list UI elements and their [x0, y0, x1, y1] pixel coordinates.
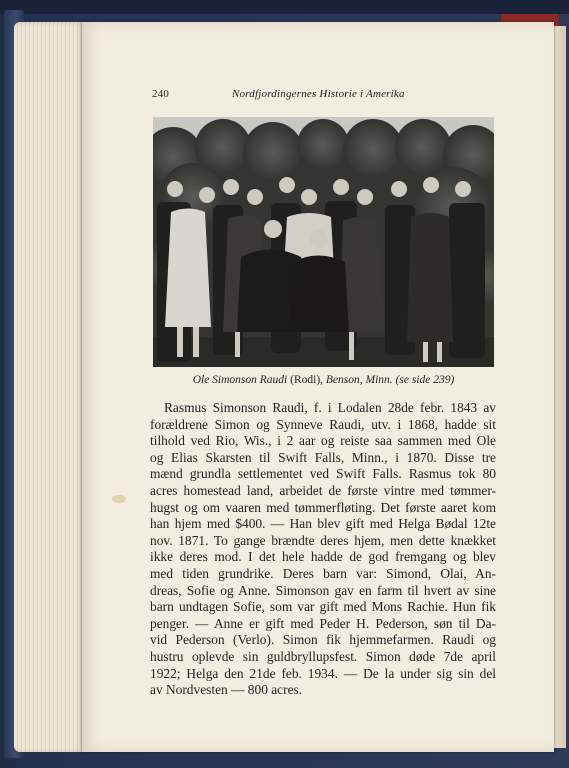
text-line: penger. — Anne er gift med Peder H. Pederson, søn til Da-: [150, 615, 496, 631]
text-line: av Nordvesten — 800 acres.: [150, 682, 303, 698]
text-line: barn undtagen Sofie, som var gift med Mons Rachie. Hun fik: [150, 599, 496, 615]
text-line: Rasmus Simonson Raudi, f. i Lodalen 28de febr. 1843 av: [164, 400, 496, 415]
running-title: Nordfjordingernes Historie i Amerika: [232, 88, 405, 100]
text-line: 1922; Helga den 21de feb. 1934. — De la under sig sin del: [150, 665, 496, 681]
text-line: acres homestead land, arbeidet de første vintre med tømmer-: [150, 482, 496, 498]
text-line: vid Pederson (Verlo). Simon fik hjemmefarmen. Raudi og: [150, 632, 496, 648]
page-stack: [14, 22, 84, 752]
text-line: ikke deres mod. I det hele hadde de god fremgang og blev: [150, 549, 496, 565]
text-line: og Elias Skarsten til Swift Falls, Minn., i 1870. Disse tre: [150, 449, 496, 465]
photo-graphic: [153, 117, 494, 367]
text-line: nov. 1871. To gange brændte deres hjem, men dette knækket: [150, 532, 496, 548]
text-line: mænd grundla settlementet ved Swift Falls. Rasmus tok 80: [150, 466, 496, 482]
text-line: forældrene Simon og Synneve Raudi, utv. i 1868, hadde sit: [150, 416, 496, 432]
page-right-edge: [552, 26, 566, 748]
text-line: hugst og om vaaren med tømmerfløting. Det første aaret kom: [150, 499, 496, 515]
caption-place: Benson, Minn.: [325, 374, 393, 386]
caption-name: Ole Simonson Raudi: [192, 374, 288, 386]
paper-stain: [112, 495, 126, 503]
body-paragraph: [150, 400, 496, 699]
text-line: han hjem med $400. — Han blev gift med Helga Bødal 12te: [150, 516, 496, 532]
text-line: hustru oplevde sin guldbryllupsfest. Simon døde 7de april: [150, 648, 496, 664]
text-line: med tiden grundrike. Deres barn var: Simond, Olai, An-: [150, 565, 496, 581]
text-line: dreas, Sofie og Anne. Simonson gav en farm til hvert av sine: [150, 582, 496, 598]
page-number: 240: [152, 88, 170, 100]
caption-nickname: (Rodi),: [290, 374, 324, 386]
caption-reference: (se side 239): [395, 374, 455, 386]
text-line: tilhold ved Rio, Wis., i 2 aar og reiste saa sammen med Ole: [150, 433, 496, 449]
group-portrait-photo: [153, 117, 494, 367]
top-band: [0, 0, 569, 14]
photo-caption: [153, 374, 494, 386]
